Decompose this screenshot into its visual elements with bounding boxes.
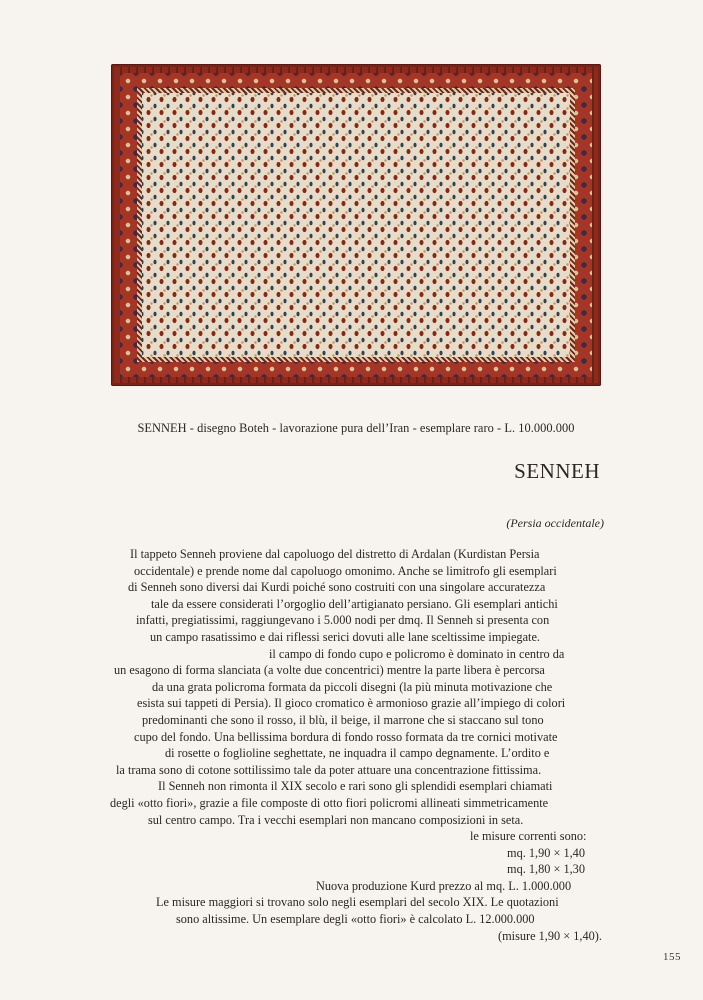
body-line: di Senneh sono diversi dai Kurdi poiché sono costruiti con una singolare accuratezza bbox=[128, 580, 546, 595]
carpet-boteh-field bbox=[142, 93, 570, 357]
carpet-photo bbox=[111, 64, 601, 386]
body-line: cupo del fondo. Una bellissima bordura di fondo rosso formata da tre cornici motivate bbox=[134, 729, 558, 744]
body-line: di rosette o foglioline seghettate, ne inquadra il campo degnamente. L’ordito e bbox=[165, 746, 550, 761]
body-line: Nuova produzione Kurd prezzo al mq. L. 1.000.000 bbox=[316, 878, 572, 893]
body-line: infatti, pregiatissimi, raggiungevano i 5.000 nodi per dmq. Il Senneh si presenta con bbox=[136, 613, 550, 628]
body-line: sono altissime. Un esemplare degli «otto fiori» è calcolato L. 12.000.000 bbox=[176, 912, 535, 927]
body-line: tale da essere considerati l’orgoglio dell’artigianato persiano. Gli esemplari antichi bbox=[151, 596, 558, 611]
body-line: Il tappeto Senneh proviene dal capoluogo del distretto di Ardalan (Kurdistan Persia bbox=[130, 547, 540, 561]
body-line: (misure 1,90 × 1,40). bbox=[498, 928, 602, 943]
body-line: mq. 1,80 × 1,30 bbox=[507, 862, 585, 877]
section-title: SENNEH bbox=[514, 459, 600, 483]
page-number: 155 bbox=[663, 951, 681, 963]
body-line: Il Senneh non rimonta il XIX secolo e rari sono gli splendidi esemplari chiamati bbox=[158, 779, 553, 794]
body-line: mq. 1,90 × 1,40 bbox=[507, 845, 585, 860]
body-line: sul centro campo. Tra i vecchi esemplari non mancano composizioni in seta. bbox=[148, 812, 524, 827]
body-line: predominanti che sono il rosso, il blù, il beige, il marrone che si staccano sul tono bbox=[142, 712, 544, 727]
body-line: le misure correnti sono: bbox=[470, 829, 587, 844]
figure-caption: SENNEH - disegno Boteh - lavorazione pura dell’Iran - esemplare raro - L. 10.000.000 bbox=[137, 421, 575, 435]
body-line: occidentale) e prende nome dal capoluogo omonimo. Anche se limitrofo gli esemplari bbox=[134, 563, 557, 578]
body-line: un campo rasatissimo e dai riflessi serici dovuti alle lane sceltissime impiegate. bbox=[150, 629, 540, 644]
body-line: degli «otto fiori», grazie a file composte di otto fiori policromi allineati simmetricamente bbox=[110, 795, 549, 810]
body-line: Le misure maggiori si trovano solo negli esemplari del secolo XIX. Le quotazioni bbox=[156, 895, 559, 910]
body-line: esista sui tappeti di Persia). Il gioco cromatico è armonioso grazie all’impiego di colori bbox=[137, 696, 566, 711]
body-line: da una grata policroma formata da piccoli disegni (la più minuta motivazione che bbox=[152, 679, 553, 694]
body-line: il campo di fondo cupo e policromo è dominato in centro da bbox=[269, 646, 565, 661]
section-subtitle: (Persia occidentale) bbox=[506, 516, 604, 530]
description-body bbox=[110, 546, 608, 944]
body-line: un esagono di forma slanciata (a volte due concentrici) mentre la parte libera è percorsa bbox=[114, 663, 545, 678]
body-line: la trama sono di cotone sottilissimo tale da poter attuare una concentrazione fittissima. bbox=[116, 762, 542, 777]
